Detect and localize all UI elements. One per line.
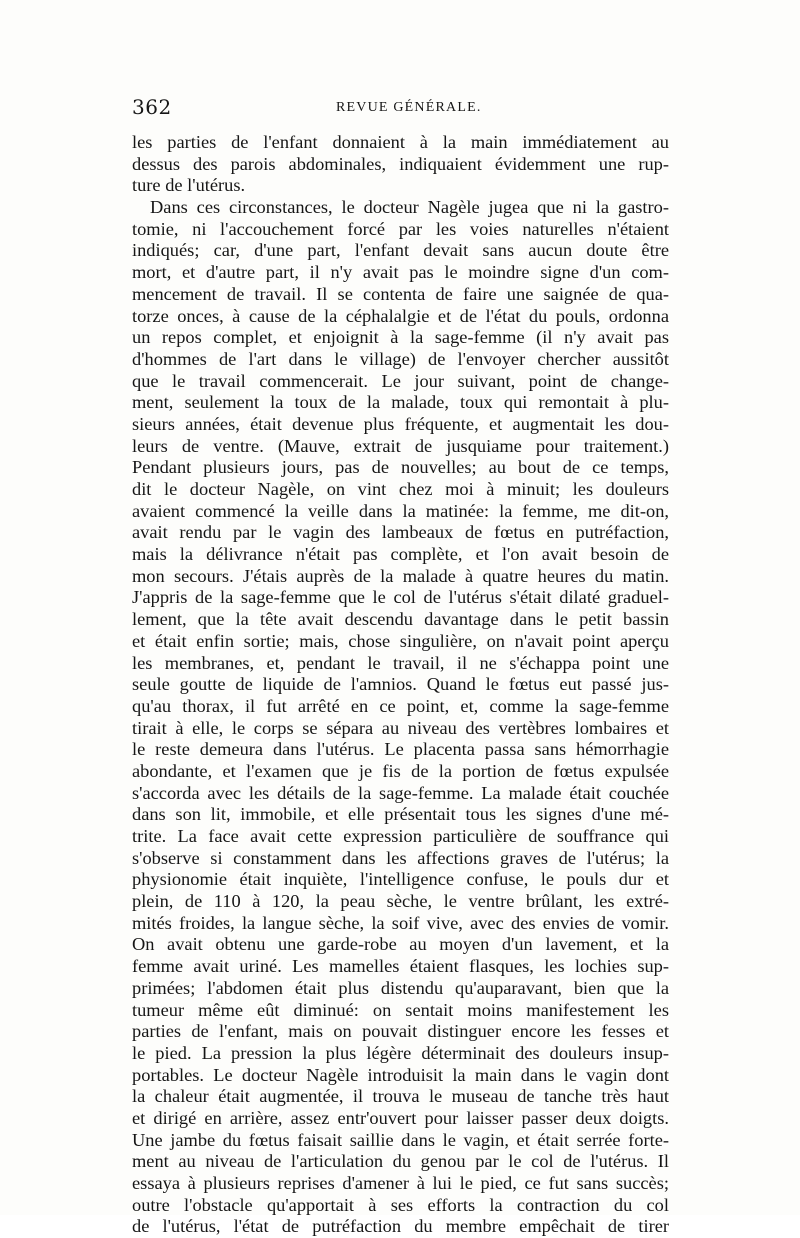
text-line: sieurs années, était devenue plus fréquente, et augmentait les dou- <box>132 413 669 434</box>
text-line: avaient commencé la veille dans la matinée: la femme, me dit-on, <box>132 500 669 521</box>
body-text <box>132 132 669 1238</box>
text-line: trite. La face avait cette expression particulière de souffrance qui <box>132 826 669 846</box>
text-line: parties de l'enfant, mais on pouvait distinguer encore les fesses et <box>132 1021 669 1042</box>
text-line: ment au niveau de l'articulation du genou par le col de l'utérus. Il <box>132 1151 669 1172</box>
text-line: mort, et d'autre part, il n'y avait pas le moindre signe d'un com- <box>132 262 669 283</box>
text-line: Pendant plusieurs jours, pas de nouvelles; au bout de ce temps, <box>132 457 669 478</box>
text-line: primées; l'abdomen était plus distendu qu'auparavant, bien que la <box>132 977 669 998</box>
text-line: et dirigé en arrière, assez entr'ouvert pour laisser passer deux doigts. <box>132 1107 669 1128</box>
text-line: d'hommes de l'art dans le village) de l'envoyer chercher aussitôt <box>132 348 669 369</box>
text-line: de l'utérus, l'état de putréfaction du membre empêchait de tirer <box>132 1216 669 1237</box>
text-line: On avait obtenu une garde-robe au moyen d'un lavement, et la <box>132 934 669 955</box>
text-line: dit le docteur Nagèle, on vint chez moi à minuit; les douleurs <box>132 479 669 499</box>
text-line: J'appris de la sage-femme que le col de l'utérus s'était dilaté graduel- <box>132 587 669 608</box>
text-line: femme avait uriné. Les mamelles étaient flasques, les lochies sup- <box>132 956 669 977</box>
text-line: tumeur même eût diminué: on sentait moins manifestement les <box>132 999 669 1020</box>
text-line: avait rendu par le vagin des lambeaux de fœtus en putréfaction, <box>132 522 669 543</box>
text-line: tomie, ni l'accouchement forcé par les voies naturelles n'étaient <box>132 218 669 239</box>
text-line: les parties de l'enfant donnaient à la main immédiatement au <box>132 132 669 152</box>
text-line: outre l'obstacle qu'apportait à ses efforts la contraction du col <box>132 1194 669 1215</box>
text-line: les membranes, et, pendant le travail, il ne s'échappa point une <box>132 652 669 673</box>
text-line: dessus des parois abdominales, indiquaient évidemment une rup- <box>132 153 669 174</box>
journal-title: REVUE GÉNÉRALE. <box>336 100 482 115</box>
text-line: le pied. La pression la plus légère déterminait des douleurs insup- <box>132 1042 669 1063</box>
text-line: tirait à elle, le corps se sépara au niveau des vertèbres lombaires et <box>132 717 669 738</box>
text-line: que le travail commencerait. Le jour suivant, point de change- <box>132 370 669 391</box>
page-number: 362 <box>132 95 172 119</box>
text-line: mais la délivrance n'était pas complète, et l'on avait besoin de <box>132 544 669 565</box>
text-line: dans son lit, immobile, et elle présentait tous les signes d'une mé- <box>132 804 669 825</box>
text-line: le reste demeura dans l'utérus. Le placenta passa sans hémorrhagie <box>132 739 669 760</box>
text-line: mon secours. J'étais auprès de la malade à quatre heures du matin. <box>132 565 669 586</box>
text-line: ture de l'utérus. <box>132 175 246 196</box>
text-line: la chaleur était augmentée, il trouva le museau de tanche très haut <box>132 1086 669 1107</box>
text-line: essaya à plusieurs reprises d'amener à lui le pied, ce fut sans succès; <box>132 1173 669 1193</box>
text-line: abondante, et l'examen que je fis de la portion de fœtus expulsée <box>132 760 669 781</box>
text-line: leurs de ventre. (Mauve, extrait de jusquiame pour traitement.) <box>132 435 669 456</box>
text-line: un repos complet, et enjoignit à la sage-femme (il n'y avait pas <box>132 327 669 348</box>
text-line: et était enfin sortie; mais, chose singulière, on n'avait point aperçu <box>132 630 669 651</box>
text-line: mencement de travail. Il se contenta de faire une saignée de qua- <box>132 283 669 304</box>
text-line: ment, seulement la toux de la malade, toux qui remontait à plu- <box>132 392 669 413</box>
text-line: plein, de 110 à 120, la peau sèche, le ventre brûlant, les extré- <box>132 891 669 912</box>
text-line: s'accorda avec les détails de la sage-femme. La malade était couchée <box>132 782 669 803</box>
text-line: Une jambe du fœtus faisait saillie dans le vagin, et était serrée forte- <box>132 1129 669 1150</box>
text-line: seule goutte de liquide de l'amnios. Quand le fœtus eut passé jus- <box>132 674 669 695</box>
text-line: torze onces, à cause de la céphalalgie et de l'état du pouls, ordonna <box>132 305 669 326</box>
text-line: lement, que la tête avait descendu davantage dans le petit bassin <box>132 609 669 630</box>
text-line: Dans ces circonstances, le docteur Nagèle jugea que ni la gastro- <box>150 197 669 218</box>
text-line: mités froides, la langue sèche, la soif vive, avec des envies de vomir. <box>132 912 669 933</box>
text-line: portables. Le docteur Nagèle introduisit la main dans le vagin dont <box>132 1064 669 1085</box>
text-line: qu'au thorax, il fut arrêté en ce point, et, comme la sage-femme <box>132 695 669 716</box>
text-line: physionomie était inquiète, l'intelligence confuse, le pouls dur et <box>132 869 669 890</box>
running-head <box>132 95 672 125</box>
text-line: s'observe si constamment dans les affections graves de l'utérus; la <box>132 847 669 868</box>
text-line: indiqués; car, d'une part, l'enfant devait sans aucun doute être <box>132 240 669 261</box>
